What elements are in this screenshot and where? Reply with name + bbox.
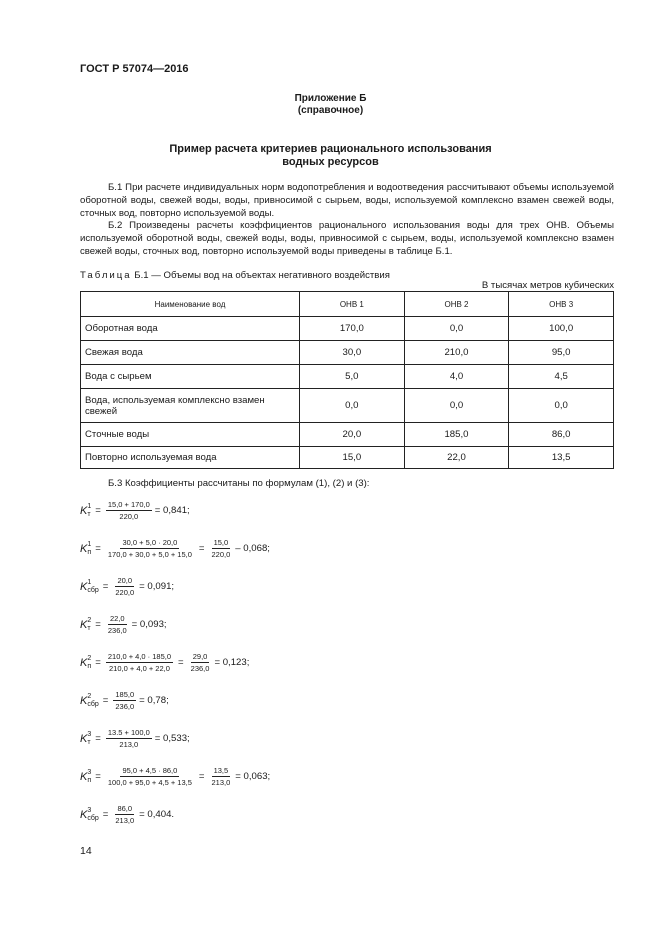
page-number: 14 bbox=[80, 845, 92, 857]
formula-fraction bbox=[106, 538, 194, 559]
formula-symbol: K bbox=[80, 694, 88, 707]
formula-symbol: K bbox=[80, 808, 88, 821]
formula-symbol: K bbox=[80, 542, 88, 555]
denominator: 236,0 bbox=[115, 702, 135, 711]
denominator: 220,0 bbox=[119, 512, 139, 521]
table-header-row bbox=[81, 292, 614, 317]
appendix-type: (справочное) bbox=[297, 105, 364, 116]
denominator: 220,0 bbox=[211, 550, 231, 559]
body-text-b3 bbox=[80, 478, 614, 491]
numerator: 185,0 bbox=[115, 690, 135, 699]
header-onv-2: ОНВ 2 bbox=[404, 292, 509, 317]
table-row bbox=[81, 389, 614, 423]
table-row bbox=[81, 447, 614, 469]
cell-value: 22,0 bbox=[404, 447, 509, 469]
document-header: ГОСТ Р 57074—2016 bbox=[80, 63, 189, 75]
formula-ksbr3: K 3 сбр = $\frac{86,0}{213,0}$ = 0,404. bbox=[80, 804, 175, 825]
numerator: 15,0 bbox=[213, 538, 229, 547]
numerator: 210,0 + 4,0 · 185,0 bbox=[107, 652, 172, 661]
formula-result: = 0,78; bbox=[139, 695, 169, 706]
header-onv-1: ОНВ 1 bbox=[300, 292, 405, 317]
formula-fraction-2 bbox=[210, 538, 233, 559]
formula-sup: 2 bbox=[87, 616, 92, 624]
formula-ksbr1: K 1 сбр = $\frac{20,0}{220,0}$ = 0,091; bbox=[80, 576, 175, 597]
formula-kp3: K 3 п = $\frac{95,0 + 4,5 \cdot 86,0}{100,0 + 95,0 + 4,5 + 13,5}$ = $\frac{13,5}{213,0}$ = 0,063; bbox=[80, 766, 271, 787]
cell-value: 185,0 bbox=[404, 423, 509, 447]
formula-sub: сбр bbox=[87, 700, 99, 708]
table-row bbox=[81, 365, 614, 389]
formula-result: = 0,063; bbox=[235, 771, 271, 782]
cell-value: 100,0 bbox=[509, 317, 614, 341]
formula-result: – 0,068; bbox=[235, 543, 270, 554]
cell-value: 30,0 bbox=[300, 341, 405, 365]
formula-symbol: K bbox=[80, 732, 88, 745]
formula-result: = 0,123; bbox=[214, 657, 250, 668]
appendix-label: Приложение Б bbox=[294, 93, 367, 104]
formula-fraction bbox=[106, 728, 152, 749]
table-unit: В тысячах метров кубических bbox=[481, 280, 614, 291]
formula-fraction bbox=[106, 500, 152, 521]
cell-value: 170,0 bbox=[300, 317, 405, 341]
formula-fraction bbox=[106, 766, 194, 787]
cell-value: 0,0 bbox=[404, 389, 509, 423]
cell-value: 20,0 bbox=[300, 423, 405, 447]
water-volumes-table bbox=[80, 291, 614, 469]
formula-sub: т bbox=[87, 738, 91, 746]
table-caption bbox=[80, 270, 390, 281]
formula-result: = 0,533; bbox=[154, 733, 190, 744]
paragraph-b3: Б.3 Коэффициенты рассчитаны по формулам (1), (2) и (3): bbox=[108, 478, 370, 489]
title-line-1: Пример расчета критериев рационального использования bbox=[169, 143, 492, 155]
formula-symbol: K bbox=[80, 580, 88, 593]
numerator: 15,0 + 170,0 bbox=[107, 500, 150, 509]
appendix-heading bbox=[0, 93, 661, 117]
header-water-type: Наименование вод bbox=[81, 292, 300, 317]
formula-sub: сбр bbox=[87, 586, 99, 594]
formula-result: = 0,091; bbox=[139, 581, 175, 592]
formula-kt2: K 2 т = $\frac{22,0}{236,0}$ = 0,093; bbox=[80, 614, 167, 635]
denominator: 213,0 bbox=[119, 740, 139, 749]
formula-sub: п bbox=[87, 776, 92, 784]
table-row bbox=[81, 317, 614, 341]
formula-fraction bbox=[113, 576, 136, 597]
formula-fraction bbox=[113, 690, 136, 711]
cell-value: 86,0 bbox=[509, 423, 614, 447]
formula-symbol: K bbox=[80, 504, 88, 517]
formula-sub: п bbox=[87, 662, 92, 670]
formula-result: = 0,093; bbox=[131, 619, 167, 630]
formula-sub: т bbox=[87, 624, 91, 632]
cell-value: 0,0 bbox=[300, 389, 405, 423]
header-onv-3: ОНВ 3 bbox=[509, 292, 614, 317]
row-label: Оборотная вода bbox=[81, 317, 300, 341]
formula-sup: 3 bbox=[87, 768, 92, 776]
formula-sup: 1 bbox=[87, 540, 92, 548]
cell-value: 13,5 bbox=[509, 447, 614, 469]
cell-value: 15,0 bbox=[300, 447, 405, 469]
denominator: 213,0 bbox=[211, 778, 231, 787]
numerator: 13,5 bbox=[213, 766, 229, 775]
cell-value: 4,5 bbox=[509, 365, 614, 389]
numerator: 86,0 bbox=[117, 804, 133, 813]
cell-value: 5,0 bbox=[300, 365, 405, 389]
row-label: Вода, используемая комплексно взамен свежей bbox=[81, 389, 300, 423]
denominator: 220,0 bbox=[115, 588, 135, 597]
formula-kt3: K 3 т = $\frac{13.5 + 100,0}{213,0}$ = 0,533; bbox=[80, 728, 190, 749]
row-label: Сточные воды bbox=[81, 423, 300, 447]
table-row bbox=[81, 341, 614, 365]
formula-sup: 1 bbox=[87, 578, 92, 586]
formula-kp1: K 1 п = $\frac{30,0 + 5,0 \cdot 20,0}{170,0 + 30,0 + 5,0 + 15,0}$ = $\frac{15,0}{220,0}$ – 0,068; bbox=[80, 538, 270, 559]
numerator: 20,0 bbox=[117, 576, 133, 585]
row-label: Повторно используемая вода bbox=[81, 447, 300, 469]
formula-symbol: K bbox=[80, 770, 88, 783]
numerator: 30,0 + 5,0 · 20,0 bbox=[122, 538, 178, 547]
paragraph-b1: Б.1 При расчете индивидуальных норм водопотребления и водоотведения рассчитывают объемы используемой оборотной воды, свежей воды, воды, привносимой с сырьем, воды, используемой комплексно взамен свежей воды, сточных вод, повторно используемой воды. bbox=[80, 182, 614, 219]
cell-value: 4,0 bbox=[404, 365, 509, 389]
denominator: 100,0 + 95,0 + 4,5 + 13,5 bbox=[107, 778, 192, 787]
formula-sub: п bbox=[87, 548, 92, 556]
formula-symbol: K bbox=[80, 656, 88, 669]
formula-result: = 0,404. bbox=[139, 809, 175, 820]
denominator: 170,0 + 30,0 + 5,0 + 15,0 bbox=[107, 550, 192, 559]
denominator: 236,0 bbox=[107, 626, 127, 635]
cell-value: 0,0 bbox=[509, 389, 614, 423]
formula-sup: 1 bbox=[87, 502, 92, 510]
cell-value: 95,0 bbox=[509, 341, 614, 365]
formula-fraction bbox=[106, 652, 173, 673]
title-line-2: водных ресурсов bbox=[282, 156, 379, 168]
cell-value: 210,0 bbox=[404, 341, 509, 365]
denominator: 236,0 bbox=[190, 664, 210, 673]
body-text bbox=[80, 182, 614, 259]
numerator: 29,0 bbox=[192, 652, 208, 661]
table-caption-label: Таблица bbox=[80, 270, 132, 281]
denominator: 210,0 + 4,0 + 22,0 bbox=[109, 664, 170, 673]
numerator: 95,0 + 4,5 · 86,0 bbox=[122, 766, 178, 775]
formula-fraction bbox=[106, 614, 129, 635]
formula-symbol: K bbox=[80, 618, 88, 631]
formula-ksbr2: K 2 сбр = $\frac{185,0}{236,0}$ = 0,78; bbox=[80, 690, 169, 711]
cell-value: 0,0 bbox=[404, 317, 509, 341]
formulas-block bbox=[80, 498, 614, 838]
formula-sup: 2 bbox=[87, 692, 92, 700]
formula-result: = 0,841; bbox=[154, 505, 190, 516]
formula-fraction-2 bbox=[210, 766, 233, 787]
formula-fraction-2 bbox=[189, 652, 212, 673]
formula-sup: 3 bbox=[87, 806, 92, 814]
section-title bbox=[0, 143, 661, 169]
table-row bbox=[81, 423, 614, 447]
row-label: Вода с сырьем bbox=[81, 365, 300, 389]
formula-sup: 2 bbox=[87, 654, 92, 662]
formula-sub: т bbox=[87, 510, 91, 518]
formula-kp2: K 2 п = $\frac{210,0 + 4,0 \cdot 185,0}{210,0 + 4,0 + 22,0}$ = $\frac{29,0}{236,0}$ = 0,123; bbox=[80, 652, 250, 673]
paragraph-b2: Б.2 Произведены расчеты коэффициентов рационального использования воды для трех ОНВ. Объемы используемой оборотной воды, свежей воды, воды, привносимой с сырьем, воды, используемой комплексно взамен свежей воды, сточных вод, повторно используемой воды приведены в таблице Б.1. bbox=[80, 220, 614, 257]
formula-sup: 3 bbox=[87, 730, 92, 738]
table-caption-text: Б.1 — Объемы вод на объектах негативного воздействия bbox=[131, 270, 390, 281]
formula-sub: сбр bbox=[87, 814, 99, 822]
numerator: 13.5 + 100,0 bbox=[107, 728, 150, 737]
formula-fraction bbox=[113, 804, 136, 825]
denominator: 213,0 bbox=[115, 816, 135, 825]
formula-kt1: K 1 т = $\frac{15,0 + 170,0}{220,0}$ = 0,841; bbox=[80, 500, 190, 521]
numerator: 22,0 bbox=[109, 614, 125, 623]
row-label: Свежая вода bbox=[81, 341, 300, 365]
